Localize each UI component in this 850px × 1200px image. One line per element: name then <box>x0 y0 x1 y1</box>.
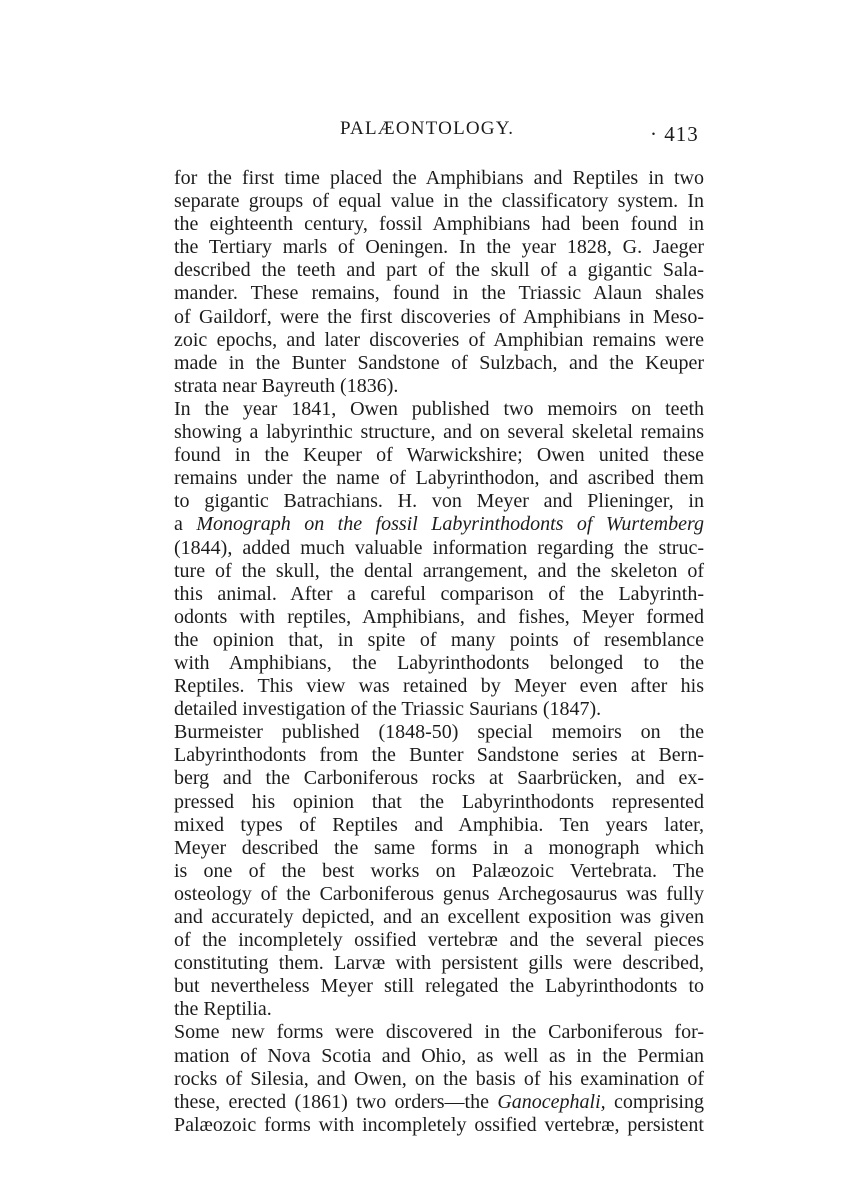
text-line: separate groups of equal value in the classificatory system. In <box>174 190 704 213</box>
text-line: showing a labyrinthic structure, and on several skeletal remains <box>174 421 704 444</box>
page-number: · 413 <box>650 122 699 146</box>
text-line: Labyrinthodonts from the Bunter Sandstone series at Bern- <box>174 744 704 767</box>
text-line: of Gaildorf, were the first discoveries of Amphibians in Meso- <box>174 305 704 328</box>
italic-title: Ganocephali, <box>497 1090 606 1113</box>
text-line: In the year 1841, Owen published two memoirs on teeth <box>174 397 704 420</box>
text-line: and accurately depicted, and an excellent exposition was given <box>174 906 704 928</box>
text-line: remains under the name of Labyrinthodon, and ascribed them <box>174 467 704 490</box>
text-line: but nevertheless Meyer still relegated the Labyrinthodonts to <box>174 975 704 998</box>
text-line <box>174 513 704 536</box>
text-line <box>174 1091 704 1114</box>
text-line: detailed investigation of the Triassic Saurians (1847). <box>174 698 602 721</box>
text-line: of the incompletely ossified vertebræ and the several pieces <box>174 929 704 952</box>
text-line: Reptiles. This view was retained by Meyer even after his <box>174 675 704 698</box>
running-head <box>0 118 850 148</box>
text-line: the Reptilia. <box>174 998 272 1021</box>
text-line: Burmeister published (1848-50) special memoirs on the <box>174 721 704 744</box>
text-line: the Tertiary marls of Oeningen. In the year 1828, G. Jaeger <box>174 236 704 259</box>
text-line: is one of the best works on Palæozoic Vertebrata. The <box>174 859 704 882</box>
text-line: for the first time placed the Amphibians and Reptiles in two <box>174 167 704 189</box>
text-line: ture of the skull, the dental arrangement, and the skeleton of <box>174 559 704 582</box>
text-line: berg and the Carboniferous rocks at Saarbrücken, and ex- <box>174 767 704 790</box>
text-line: pressed his opinion that the Labyrinthodonts represented <box>174 790 704 813</box>
text-line: constituting them. Larvæ with persistent gills were described, <box>174 952 704 975</box>
text-line: Palæozoic forms with incompletely ossified vertebræ, persistent <box>174 1113 704 1136</box>
italic-title: Monograph on the fossil Labyrinthodonts of Wurtemberg <box>196 513 704 536</box>
body-text <box>174 167 704 1137</box>
text-line: rocks of Silesia, and Owen, on the basis of his examination of <box>174 1067 704 1090</box>
line-segment: these, erected (1861) two orders—the <box>174 1090 498 1113</box>
text-line: made in the Bunter Sandstone of Sulzbach, and the Keuper <box>174 351 704 374</box>
text-line: Some new forms were discovered in the Carboniferous for- <box>174 1021 704 1044</box>
text-line: strata near Bayreuth (1836). <box>174 374 399 397</box>
text-line: Meyer described the same forms in a monograph which <box>174 836 704 859</box>
text-line: with Amphibians, the Labyrinthodonts belonged to the <box>174 651 704 674</box>
text-line: described the teeth and part of the skull of a gigantic Sala- <box>174 259 704 282</box>
text-line: odonts with reptiles, Amphibians, and fishes, Meyer formed <box>174 605 704 628</box>
text-line: mation of Nova Scotia and Ohio, as well as in the Permian <box>174 1044 704 1067</box>
text-line: to gigantic Batrachians. H. von Meyer and Plieninger, in <box>174 490 704 513</box>
line-segment: a <box>174 513 197 536</box>
text-line: (1844), added much valuable information regarding the struc- <box>174 536 704 559</box>
text-line: the opinion that, in spite of many points of resemblance <box>174 628 704 651</box>
running-title: PALÆONTOLOGY. <box>340 118 515 139</box>
text-line: zoic epochs, and later discoveries of Amphibian remains were <box>174 328 704 351</box>
line-segment: comprising <box>605 1090 704 1113</box>
text-line: found in the Keuper of Warwickshire; Owen united these <box>174 444 704 467</box>
text-line: mander. These remains, found in the Triassic Alaun shales <box>174 282 704 305</box>
text-line: mixed types of Reptiles and Amphibia. Ten years later, <box>174 813 704 836</box>
text-line: osteology of the Carboniferous genus Archegosaurus was fully <box>174 882 704 905</box>
text-line: this animal. After a careful comparison of the Labyrinth- <box>174 582 704 605</box>
text-line: the eighteenth century, fossil Amphibians had been found in <box>174 213 704 236</box>
